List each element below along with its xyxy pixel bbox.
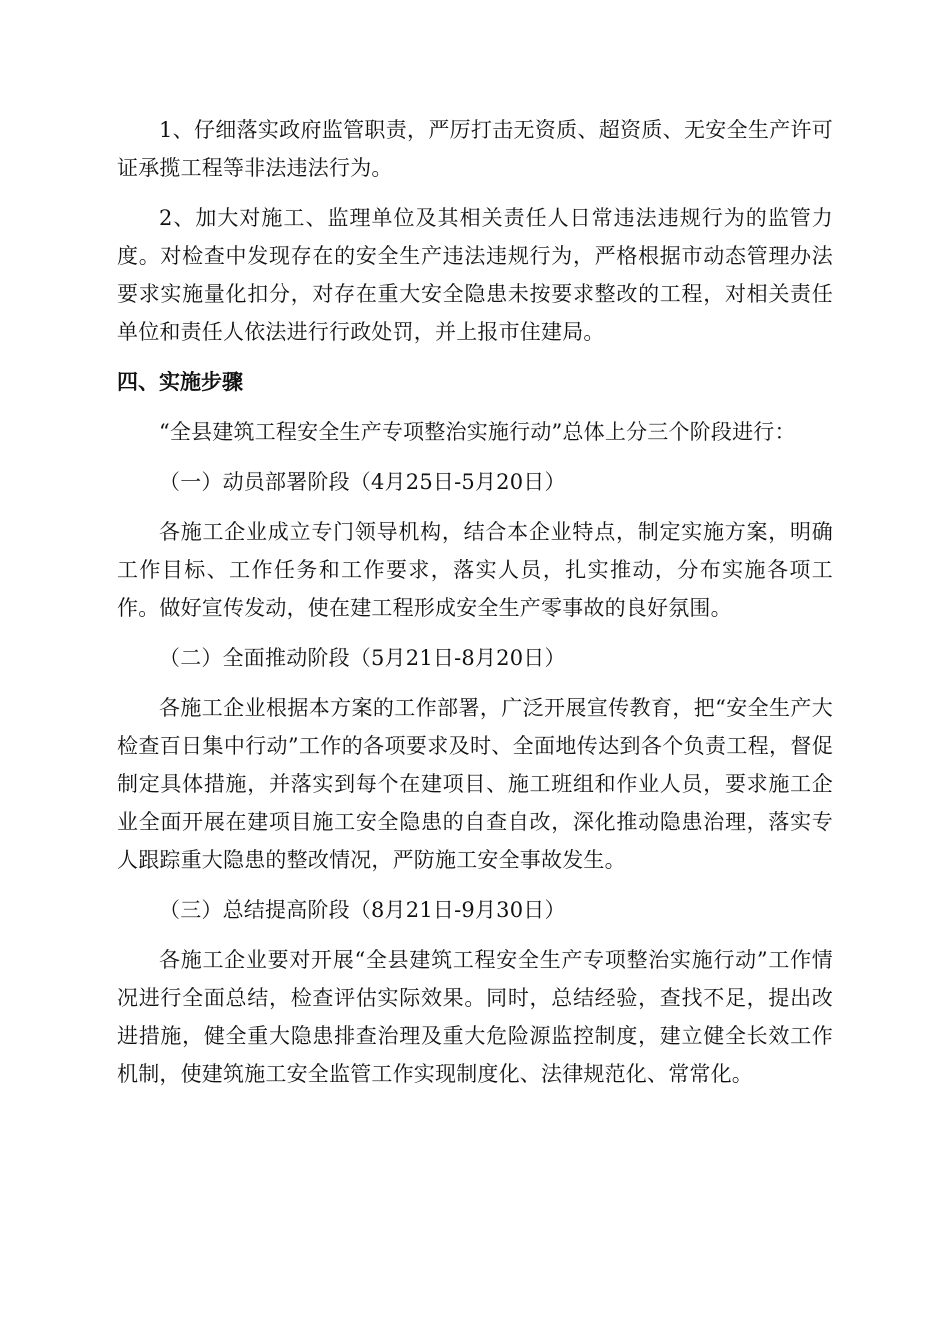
stage-1-title: （一）动员部署阶段（4月25日-5月20日） <box>159 470 566 494</box>
section-heading-4: 四、实施步骤 <box>117 370 243 394</box>
spacer <box>117 677 833 689</box>
stage-3-body: 各施工企业要对开展“全县建筑工程安全生产专项整治实施行动”工作情况进行全面总结，检查评估实际效果。同时，总结经验，查找不足，提出改进措施，健全重大隐患排查治理及重大危险源监控制度，建立健全长效工作机制，使建筑施工安全监管工作实现制度化、法律规范化、常常化。 <box>117 948 833 1086</box>
paragraph-1: 1、仔细落实政府监管职责，严厉打击无资质、超资质、无安全生产许可证承揽工程等非法违法行为。 <box>117 118 833 180</box>
paragraph-3: “全县建筑工程安全生产专项整治实施行动”总体上分三个阶段进行： <box>159 420 796 444</box>
paragraph-2: 2、加大对施工、监理单位及其相关责任人日常违法违规行为的监管力度。对检查中发现存在的安全生产违法违规行为，严格根据市动态管理办法要求实施量化扣分，对存在重大安全隐患未按要求整改的工程，对相关责任单位和责任人依法进行行政处罚，并上报市住建局。 <box>117 206 833 344</box>
stage-2-title: （二）全面推动阶段（5月21日-8月20日） <box>159 646 566 670</box>
spacer <box>117 501 833 513</box>
spacer <box>117 627 833 639</box>
spacer <box>117 929 833 941</box>
spacer <box>117 187 833 199</box>
spacer <box>117 879 833 891</box>
spacer <box>117 451 833 463</box>
stage-3-title: （三）总结提高阶段（8月21日-9月30日） <box>159 898 566 922</box>
spacer <box>117 351 833 363</box>
stage-1-body: 各施工企业成立专门领导机构，结合本企业特点，制定实施方案，明确工作目标、工作任务和工作要求，落实人员，扎实推动，分布实施各项工作。做好宣传发动，使在建工程形成安全生产零事故的良好氛围。 <box>117 520 833 620</box>
document-body <box>117 111 833 1093</box>
stage-2-body: 各施工企业根据本方案的工作部署，广泛开展宣传教育，把“安全生产大检查百日集中行动”工作的各项要求及时、全面地传达到各个负责工程，督促制定具体措施，并落实到每个在建项目、施工班组和作业人员，要求施工企业全面开展在建项目施工安全隐患的自查自改，深化推动隐患治理，落实专人跟踪重大隐患的整改情况，严防施工安全事故发生。 <box>117 696 833 872</box>
spacer <box>117 401 833 413</box>
